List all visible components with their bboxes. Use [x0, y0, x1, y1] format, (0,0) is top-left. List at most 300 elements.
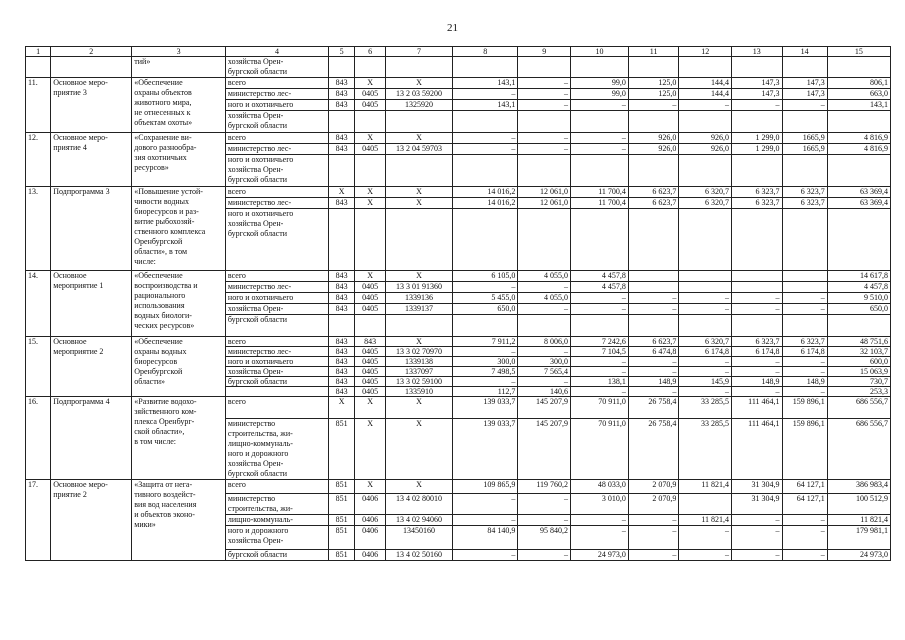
value-cell-c15: 9 510,0: [827, 293, 890, 304]
value-cell-c15: 63 369,4: [827, 187, 890, 198]
cell-line: Подпрограмма 3: [53, 187, 110, 196]
value-cell-c11: –: [628, 293, 679, 304]
value-cell-c7: [385, 155, 452, 187]
value-cell-c5: 843: [329, 357, 355, 367]
value-cell-c6: 843: [355, 337, 386, 347]
value-cell-c5: 843: [329, 100, 355, 111]
value-cell-c7: 13450160: [385, 526, 452, 550]
value-cell-c15: 650,0: [827, 304, 890, 315]
table-row: [26, 397, 891, 419]
value-cell-c7: 13 4 02 80010: [385, 494, 452, 515]
value-cell-c8: 14 016,2: [453, 198, 518, 209]
event-title: [132, 480, 226, 561]
value-cell-c14: –: [782, 367, 827, 377]
value-cell-c11: 6 623,7: [628, 337, 679, 347]
value-cell-c12: –: [679, 367, 732, 377]
value-cell-c7: 13 3 02 59100: [385, 377, 452, 387]
executor-cell: ного и охотничьего: [225, 100, 328, 111]
value-cell-c9: 7 565,4: [518, 367, 571, 377]
value-cell-c15: 48 751,6: [827, 337, 890, 347]
value-cell-c5: 851: [329, 480, 355, 494]
cell-line: бургской области: [227, 229, 288, 238]
value-cell-c9: –: [518, 89, 571, 100]
value-cell-c12: [679, 315, 732, 337]
value-cell-c10: [571, 315, 629, 337]
executor-cell: министерство лес-: [225, 144, 328, 155]
value-cell-c15: [827, 315, 890, 337]
value-cell-c11: –: [628, 550, 679, 561]
value-cell-c12: –: [679, 550, 732, 561]
value-cell-c9: –: [518, 494, 571, 515]
value-cell-c15: 4 457,8: [827, 282, 890, 293]
value-cell-c12: [679, 282, 732, 293]
executor-cell: всего: [225, 337, 328, 347]
value-cell-c11: –: [628, 515, 679, 526]
value-cell-c11: [628, 209, 679, 271]
value-cell-c10: 48 033,0: [571, 480, 629, 494]
value-cell-c9: [518, 57, 571, 78]
value-cell-c5: 843: [329, 282, 355, 293]
cell-line: министерство: [227, 494, 276, 503]
value-cell-c14: –: [782, 526, 827, 550]
value-cell-c5: 843: [329, 293, 355, 304]
cell-line: Основное меро-: [53, 480, 108, 489]
value-cell-c9: –: [518, 347, 571, 357]
value-cell-c15: 4 816,9: [827, 133, 890, 144]
value-cell-c13: 147,3: [732, 89, 783, 100]
value-cell-c10: –: [571, 133, 629, 144]
table-row: [26, 187, 891, 198]
executor-cell: всего: [225, 78, 328, 89]
value-cell-c5: 851: [329, 526, 355, 550]
value-cell-c10: –: [571, 144, 629, 155]
cell-line: строительства, жи-: [227, 429, 293, 438]
value-cell-c11: –: [628, 367, 679, 377]
cell-line: животного мира,: [134, 98, 192, 107]
executor-cell: всего: [225, 133, 328, 144]
value-cell-c10: 4 457,8: [571, 271, 629, 282]
value-cell-c12: 11 821,4: [679, 515, 732, 526]
executor-cell: [225, 397, 328, 419]
value-cell-c7: X: [385, 271, 452, 282]
value-cell-c12: 145,9: [679, 377, 732, 387]
value-cell-c9: –: [518, 133, 571, 144]
value-cell-c14: –: [782, 100, 827, 111]
value-cell-c8: [453, 155, 518, 187]
cell-line: зия охотничьих: [134, 153, 187, 162]
cell-line: ного и дорожного: [227, 526, 289, 535]
value-cell-c10: 99,0: [571, 78, 629, 89]
cell-line: мики»: [134, 520, 156, 529]
value-cell-c6: 0405: [355, 304, 386, 315]
column-number-15: 15: [827, 47, 890, 57]
value-cell-c6: 0405: [355, 282, 386, 293]
value-cell-c14: [782, 111, 827, 133]
value-cell-c9: [518, 315, 571, 337]
value-cell-c11: [628, 315, 679, 337]
cell-line: использования: [134, 301, 185, 310]
value-cell-c14: 6 323,7: [782, 187, 827, 198]
value-cell-c15: 32 103,7: [827, 347, 890, 357]
value-cell-c10: 70 911,0: [571, 397, 629, 419]
value-cell-c11: –: [628, 526, 679, 550]
executor-cell: бургской области: [225, 377, 328, 387]
value-cell-c10: –: [571, 367, 629, 377]
value-cell-c13: –: [732, 357, 783, 367]
value-cell-c11: 148,9: [628, 377, 679, 387]
executor-cell: [225, 419, 328, 480]
value-cell-c15: 14 617,8: [827, 271, 890, 282]
value-cell-c5: [329, 315, 355, 337]
cell-line: «Защита от нега-: [134, 480, 193, 489]
event-name: [51, 397, 132, 480]
value-cell-c13: 148,9: [732, 377, 783, 387]
value-cell-c11: –: [628, 304, 679, 315]
value-cell-c8: –: [453, 515, 518, 526]
value-cell-c13: 6 174,8: [732, 347, 783, 357]
cell-line: не отнесенных к: [134, 108, 191, 117]
value-cell-c10: 70 911,0: [571, 419, 629, 480]
cell-line: бургской области: [227, 175, 288, 184]
value-cell-c8: –: [453, 347, 518, 357]
value-cell-c13: 1 299,0: [732, 144, 783, 155]
table-row: [26, 78, 891, 89]
value-cell-c13: 6 323,7: [732, 337, 783, 347]
value-cell-c6: X: [355, 133, 386, 144]
value-cell-c11: 6 623,7: [628, 187, 679, 198]
value-cell-c13: 111 464,1: [732, 397, 783, 419]
executor-cell: [225, 526, 328, 550]
value-cell-c11: [628, 57, 679, 78]
cell-line: охраны объектов: [134, 88, 192, 97]
value-cell-c14: 6 323,7: [782, 337, 827, 347]
executor-cell: всего: [225, 187, 328, 198]
executor-cell: [225, 57, 328, 78]
value-cell-c11: 125,0: [628, 89, 679, 100]
value-cell-c8: [453, 57, 518, 78]
value-cell-c14: 1665,9: [782, 144, 827, 155]
value-cell-c14: [782, 155, 827, 187]
value-cell-c10: –: [571, 100, 629, 111]
table-row: [26, 57, 891, 78]
value-cell-c11: 125,0: [628, 78, 679, 89]
value-cell-c14: 147,3: [782, 89, 827, 100]
value-cell-c5: 843: [329, 89, 355, 100]
event-name: [51, 337, 132, 397]
cell-line: воспроизводства и: [134, 281, 198, 290]
cell-line: плекса Оренбург-: [134, 417, 195, 426]
value-cell-c14: –: [782, 515, 827, 526]
cell-line: «Развитие водохо-: [134, 397, 197, 406]
name-cell: [51, 57, 132, 78]
value-cell-c13: [732, 315, 783, 337]
event-name: [51, 480, 132, 561]
value-cell-c7: X: [385, 480, 452, 494]
cell-line: Оренбургской: [134, 237, 183, 246]
value-cell-c15: 179 981,1: [827, 526, 890, 550]
value-cell-c8: 300,0: [453, 357, 518, 367]
value-cell-c5: 843: [329, 198, 355, 209]
cell-line: бургской области: [227, 315, 288, 324]
value-cell-c11: 926,0: [628, 133, 679, 144]
value-cell-c14: –: [782, 357, 827, 367]
value-cell-c12: 6 320,7: [679, 337, 732, 347]
value-cell-c5: [329, 57, 355, 78]
value-cell-c8: [453, 209, 518, 271]
cell-line: «Сохранение ви-: [134, 133, 192, 142]
value-cell-c12: 6 174,8: [679, 347, 732, 357]
executor-cell: лищно-коммуналь-: [225, 515, 328, 526]
value-cell-c8: 650,0: [453, 304, 518, 315]
column-number-6: 6: [355, 47, 386, 57]
value-cell-c12: –: [679, 357, 732, 367]
value-cell-c5: X: [329, 397, 355, 419]
value-cell-c5: 843: [329, 387, 355, 397]
cell-line: охраны водных: [134, 347, 187, 356]
row-number: 14.: [26, 271, 51, 337]
value-cell-c12: 926,0: [679, 133, 732, 144]
column-number-2: 2: [51, 47, 132, 57]
value-cell-c14: [782, 315, 827, 337]
cell-line: Основное: [53, 271, 87, 280]
value-cell-c13: –: [732, 550, 783, 561]
cell-line: ственного комплекса: [134, 227, 206, 236]
cell-line: чивости водных: [134, 197, 190, 206]
cell-line: мероприятие 2: [53, 347, 104, 356]
event-title: [132, 187, 226, 271]
value-cell-c10: 4 457,8: [571, 282, 629, 293]
cell-line: «Повышение устой-: [134, 187, 203, 196]
value-cell-c6: 0405: [355, 367, 386, 377]
value-cell-c15: [827, 155, 890, 187]
event-name: [51, 133, 132, 187]
value-cell-c8: –: [453, 494, 518, 515]
value-cell-c8: 14 016,2: [453, 187, 518, 198]
event-title: [132, 337, 226, 397]
event-name: [51, 271, 132, 337]
value-cell-c6: [355, 315, 386, 337]
cell-line: биоресурсов: [134, 357, 178, 366]
value-cell-c13: –: [732, 515, 783, 526]
value-cell-c14: 1665,9: [782, 133, 827, 144]
value-cell-c11: 2 070,9: [628, 480, 679, 494]
value-cell-c14: 6 323,7: [782, 198, 827, 209]
event-name: [51, 78, 132, 133]
value-cell-c9: 8 006,0: [518, 337, 571, 347]
executor-cell: ного и охотничьего: [225, 293, 328, 304]
value-cell-c12: 144,4: [679, 78, 732, 89]
value-cell-c6: 0406: [355, 550, 386, 561]
value-cell-c6: [355, 209, 386, 271]
value-cell-c5: 843: [329, 78, 355, 89]
value-cell-c7: 13 2 03 59200: [385, 89, 452, 100]
value-cell-c6: X: [355, 271, 386, 282]
cell-line: мероприятие 1: [53, 281, 104, 290]
cell-line: ного и охотничьего: [227, 209, 294, 218]
value-cell-c6: 0406: [355, 515, 386, 526]
value-cell-c10: [571, 209, 629, 271]
event-title: [132, 271, 226, 337]
column-number-11: 11: [628, 47, 679, 57]
value-cell-c10: 138,1: [571, 377, 629, 387]
column-number-12: 12: [679, 47, 732, 57]
value-cell-c5: 843: [329, 377, 355, 387]
value-cell-c9: 145 207,9: [518, 419, 571, 480]
value-cell-c15: 686 556,7: [827, 397, 890, 419]
cell-line: приятие 2: [53, 490, 87, 499]
table-body: [26, 47, 891, 561]
value-cell-c13: 6 323,7: [732, 198, 783, 209]
cell-line: дового разнообра-: [134, 143, 197, 152]
value-cell-c9: –: [518, 144, 571, 155]
value-cell-c6: X: [355, 187, 386, 198]
value-cell-c8: –: [453, 282, 518, 293]
executor-cell: хозяйства Орен-: [225, 304, 328, 315]
value-cell-c15: 11 821,4: [827, 515, 890, 526]
page-number: 21: [447, 22, 458, 34]
value-cell-c6: X: [355, 419, 386, 480]
value-cell-c11: [628, 111, 679, 133]
cell-line: водных биологи-: [134, 311, 192, 320]
value-cell-c9: [518, 155, 571, 187]
value-cell-c7: 13 3 01 91360: [385, 282, 452, 293]
value-cell-c14: –: [782, 550, 827, 561]
executor-cell: хозяйства Орен-: [225, 367, 328, 377]
cell-line: бургской области: [227, 469, 288, 478]
value-cell-c7: 13 4 02 94060: [385, 515, 452, 526]
value-cell-c12: [679, 494, 732, 515]
value-cell-c9: –: [518, 550, 571, 561]
value-cell-c5: 843: [329, 304, 355, 315]
executor-cell: [225, 387, 328, 397]
value-cell-c5: [329, 209, 355, 271]
value-cell-c6: X: [355, 198, 386, 209]
value-cell-c12: –: [679, 387, 732, 397]
cell-line: в том числе:: [134, 437, 176, 446]
value-cell-c7: X: [385, 198, 452, 209]
value-cell-c10: –: [571, 293, 629, 304]
value-cell-c9: –: [518, 304, 571, 315]
value-cell-c7: X: [385, 133, 452, 144]
value-cell-c15: 24 973,0: [827, 550, 890, 561]
value-cell-c8: 5 455,0: [453, 293, 518, 304]
value-cell-c7: 13 3 02 70970: [385, 347, 452, 357]
cell-line: ческих ресурсов»: [134, 321, 195, 330]
value-cell-c5: 843: [329, 337, 355, 347]
column-number-5: 5: [329, 47, 355, 57]
value-cell-c11: 926,0: [628, 144, 679, 155]
value-cell-c12: 11 821,4: [679, 480, 732, 494]
cell-line: тивного воздейст-: [134, 490, 196, 499]
cell-line: зяйственного ком-: [134, 407, 197, 416]
value-cell-c11: [628, 271, 679, 282]
value-cell-c10: [571, 111, 629, 133]
value-cell-c6: 0406: [355, 526, 386, 550]
cell-line: хозяйства Орен-: [227, 459, 284, 468]
cell-line: Основное: [53, 337, 87, 346]
value-cell-c12: [679, 111, 732, 133]
value-cell-c9: 300,0: [518, 357, 571, 367]
value-cell-c12: 6 320,7: [679, 198, 732, 209]
cell-line: и объектов эконо-: [134, 510, 195, 519]
value-cell-c15: 600,0: [827, 357, 890, 367]
value-cell-c7: [385, 209, 452, 271]
value-cell-c5: 851: [329, 494, 355, 515]
value-cell-c5: 843: [329, 347, 355, 357]
value-cell-c13: –: [732, 100, 783, 111]
executor-cell: министерство лес-: [225, 89, 328, 100]
value-cell-c10: 24 973,0: [571, 550, 629, 561]
value-cell-c14: 147,3: [782, 78, 827, 89]
row-number: 15.: [26, 337, 51, 397]
value-cell-c9: 119 760,2: [518, 480, 571, 494]
value-cell-c5: 851: [329, 515, 355, 526]
num-cell: [26, 57, 51, 78]
cell-line: биоресурсов и раз-: [134, 207, 199, 216]
value-cell-c9: –: [518, 282, 571, 293]
header-row: [26, 47, 891, 57]
value-cell-c10: –: [571, 515, 629, 526]
value-cell-c10: 99,0: [571, 89, 629, 100]
value-cell-c15: 4 816,9: [827, 144, 890, 155]
value-cell-c7: [385, 315, 452, 337]
cell-line: числе:: [134, 257, 156, 266]
cell-line: хозяйства Орен-: [227, 165, 284, 174]
value-cell-c15: 100 512,9: [827, 494, 890, 515]
value-cell-c8: 143,1: [453, 78, 518, 89]
value-cell-c5: [329, 111, 355, 133]
executor-cell: министерство лес-: [225, 198, 328, 209]
event-title: [132, 397, 226, 480]
value-cell-c15: 386 983,4: [827, 480, 890, 494]
value-cell-c13: 31 304,9: [732, 480, 783, 494]
value-cell-c6: 0405: [355, 357, 386, 367]
cell-line: области»: [134, 377, 166, 386]
cell-line: министерство: [227, 419, 276, 428]
value-cell-c13: –: [732, 387, 783, 397]
value-cell-c5: 843: [329, 133, 355, 144]
value-cell-c11: 2 070,9: [628, 494, 679, 515]
value-cell-c14: –: [782, 304, 827, 315]
value-cell-c13: 111 464,1: [732, 419, 783, 480]
value-cell-c6: 0405: [355, 100, 386, 111]
value-cell-c14: 148,9: [782, 377, 827, 387]
value-cell-c14: [782, 271, 827, 282]
value-cell-c9: 12 061,0: [518, 198, 571, 209]
value-cell-c5: [329, 155, 355, 187]
value-cell-c7: 1325920: [385, 100, 452, 111]
value-cell-c9: –: [518, 377, 571, 387]
value-cell-c14: [782, 209, 827, 271]
value-cell-c12: –: [679, 526, 732, 550]
value-cell-c8: 84 140,9: [453, 526, 518, 550]
column-number-10: 10: [571, 47, 629, 57]
executor-cell: [225, 315, 328, 337]
value-cell-c10: 7 104,5: [571, 347, 629, 357]
cell-line: области», в том: [134, 247, 188, 256]
value-cell-c15: [827, 57, 890, 78]
value-cell-c9: –: [518, 100, 571, 111]
value-cell-c6: [355, 111, 386, 133]
value-cell-c11: [628, 282, 679, 293]
cell-line: Основное меро-: [53, 133, 108, 142]
value-cell-c13: –: [732, 293, 783, 304]
value-cell-c13: 147,3: [732, 78, 783, 89]
executor-cell: всего: [225, 480, 328, 494]
value-cell-c5: 843: [329, 144, 355, 155]
cell-line: бургской области: [227, 121, 288, 130]
value-cell-c12: [679, 155, 732, 187]
